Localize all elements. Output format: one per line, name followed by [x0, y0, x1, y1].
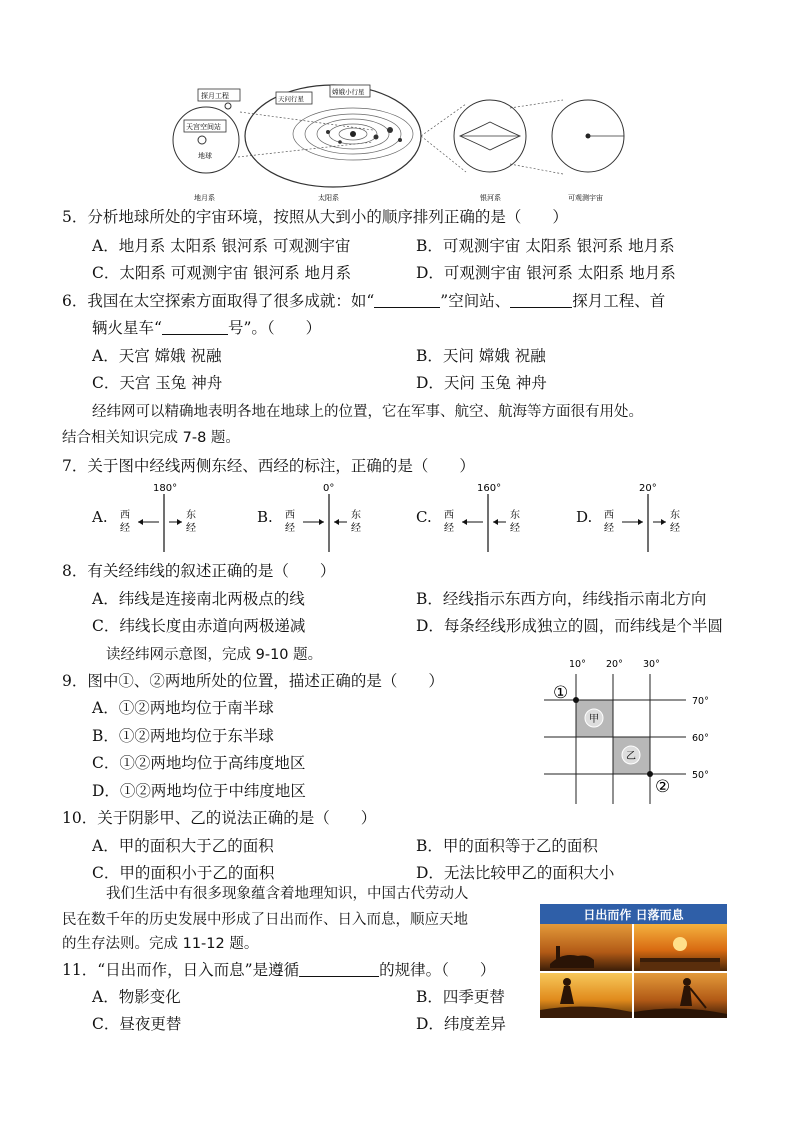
caption-galaxy: 银河系 [480, 194, 501, 202]
q7-b-degree: 0° [323, 483, 335, 494]
intro-11-12-line1: 我们生活中有很多现象蕴含着地理知识，中国古代劳动人 [106, 886, 469, 902]
q11-option-a[interactable]: A．物影变化 [92, 988, 181, 1006]
q11-stem-part2: 的规律。（ ） [379, 961, 496, 979]
q6-option-b[interactable]: B．天问 嫦娥 祝融 [416, 347, 546, 365]
q10-option-d[interactable]: D．无法比较甲乙的面积大小 [416, 864, 615, 882]
point-1-label: ① [553, 683, 569, 703]
intro-11-12-line2: 民在数千年的历史发展中形成了日出而作、日入而息，顺应天地 [62, 912, 468, 928]
q5-option-b[interactable]: B．可观测宇宙 太阳系 银河系 地月系 [416, 237, 675, 255]
q7-option-b-diagram [275, 480, 365, 554]
label-yi: 乙 [626, 751, 636, 762]
q6-blank-1[interactable] [374, 292, 440, 308]
q7-option-b-letter: B. [257, 508, 273, 526]
q8-option-d[interactable]: D．每条经线形成独立的圆，而纬线是个半圆 [416, 617, 723, 635]
svg-text:经: 经 [186, 523, 196, 534]
svg-text:东: 东 [186, 510, 196, 521]
q6-stem [62, 291, 665, 311]
svg-text:经: 经 [444, 523, 454, 534]
svg-text:东: 东 [351, 510, 361, 521]
q5-option-a[interactable]: A．地月系 太阳系 银河系 可观测宇宙 [92, 237, 351, 255]
svg-text:经: 经 [604, 523, 614, 534]
svg-text:西: 西 [285, 510, 295, 521]
svg-text:经: 经 [120, 523, 130, 534]
q5-stem: 5．分析地球所处的宇宙环境，按照从大到小的顺序排列正确的是（ ） [62, 208, 568, 226]
q9-option-a[interactable]: A．①②两地均位于南半球 [92, 699, 274, 717]
q11-stem-part1: 11．“日出而作，日入而息”是遵循 [62, 961, 300, 979]
lon-label-10: 10° [569, 659, 586, 670]
q6-blank-3[interactable] [162, 319, 228, 335]
svg-text:经: 经 [670, 523, 680, 534]
label-tiangong: 天宫空间站 [186, 123, 221, 131]
intro-11-12-line3: 的生存法则。完成 11-12 题。 [62, 936, 259, 952]
photo-panels [540, 924, 727, 1018]
earth-dot [198, 136, 206, 144]
q7-option-d-diagram [594, 480, 684, 554]
point-2-label: ② [655, 777, 671, 797]
q5-option-d[interactable]: D．可观测宇宙 银河系 太阳系 地月系 [416, 264, 676, 282]
solar-system-ellipse [245, 85, 421, 187]
q8-option-c[interactable]: C．纬线长度由赤道向两极递减 [92, 617, 306, 635]
q10-stem: 10．关于阴影甲、乙的说法正确的是（ ） [62, 809, 377, 827]
q9-stem: 9．图中①、②两地所处的位置，描述正确的是（ ） [62, 672, 444, 690]
q10-option-c[interactable]: C．甲的面积小于乙的面积 [92, 864, 275, 882]
q6-option-d[interactable]: D．天问 玉兔 神舟 [416, 374, 547, 392]
q7-option-a[interactable] [92, 480, 202, 554]
intro-7-8-line2: 结合相关知识完成 7-8 题。 [62, 430, 240, 446]
q7-option-c[interactable] [416, 480, 526, 554]
lat-label-60: 60° [692, 733, 709, 744]
svg-text:东: 东 [670, 510, 680, 521]
q6-blank-2[interactable] [510, 292, 572, 308]
lon-label-30: 30° [643, 659, 660, 670]
q7-d-degree: 20° [639, 483, 657, 494]
label-earth: 地球 [198, 152, 212, 160]
svg-text:西: 西 [604, 510, 614, 521]
svg-text:东: 东 [510, 510, 520, 521]
q6-stem-part1: 6．我国在太空探索方面取得了很多成就：如“ [62, 292, 375, 310]
caption-earth-moon: 地月系 [194, 194, 215, 202]
q6-stem-part2: ”空间站、 [440, 292, 511, 310]
q7-option-d[interactable] [576, 480, 686, 554]
lon-label-20: 20° [606, 659, 623, 670]
svg-text:西: 西 [120, 510, 130, 521]
caption-universe: 可观测宇宙 [568, 194, 603, 202]
q7-option-a-letter: A. [92, 508, 108, 526]
q9-option-b[interactable]: B．①②两地均位于东半球 [92, 727, 274, 745]
label-tianwen: 天问行星 [278, 95, 304, 103]
lat-label-50: 50° [692, 770, 709, 781]
q6-option-c[interactable]: C．天宫 玉兔 神舟 [92, 374, 223, 392]
q11-option-c[interactable]: C．昼夜更替 [92, 1015, 182, 1033]
q5-option-c[interactable]: C．太阳系 可观测宇宙 银河系 地月系 [92, 264, 352, 282]
q7-option-a-diagram [110, 480, 200, 554]
q8-option-a[interactable]: A．纬线是连接南北两极点的线 [92, 590, 305, 608]
q6-line2-part1: 辆火星车“ [92, 319, 162, 337]
q6-stem-part3: 探月工程、首 [572, 292, 666, 310]
svg-text:西: 西 [444, 510, 454, 521]
intro-9-10: 读经纬网示意图，完成 9-10 题。 [106, 647, 323, 663]
lat-label-70: 70° [692, 696, 709, 707]
q7-option-c-diagram [434, 480, 524, 554]
sunrise-sunset-photo [540, 904, 727, 1018]
q7-c-degree: 160° [477, 483, 502, 494]
q6-stem-line2 [92, 318, 321, 338]
q11-blank[interactable] [299, 961, 379, 977]
label-change: 嫦娥小行星 [332, 88, 365, 96]
q11-option-d[interactable]: D．纬度差异 [416, 1015, 506, 1033]
q7-option-c-letter: C. [416, 508, 432, 526]
q6-option-a[interactable]: A．天宫 嫦娥 祝融 [92, 347, 222, 365]
q9-option-d[interactable]: D．①②两地均位于中纬度地区 [92, 782, 306, 800]
caption-solar: 太阳系 [318, 194, 339, 202]
svg-text:经: 经 [510, 523, 520, 534]
q6-line2-part2: 号”。（ ） [227, 319, 322, 337]
q10-option-b[interactable]: B．甲的面积等于乙的面积 [416, 837, 598, 855]
label-tanyue: 探月工程 [201, 92, 229, 100]
point-2-dot [647, 771, 653, 777]
q8-stem: 8．有关经纬线的叙述正确的是（ ） [62, 562, 336, 580]
q8-option-b[interactable]: B．经线指示东西方向，纬线指示南北方向 [416, 590, 707, 608]
lat-lon-grid-figure [540, 654, 720, 808]
q9-option-c[interactable]: C．①②两地均位于高纬度地区 [92, 754, 306, 772]
q11-option-b[interactable]: B．四季更替 [416, 988, 505, 1006]
q7-stem: 7．关于图中经线两侧东经、西经的标注，正确的是（ ） [62, 457, 475, 475]
label-jia: 甲 [589, 714, 599, 725]
cosmos-diagram [168, 82, 628, 206]
q10-option-a[interactable]: A．甲的面积大于乙的面积 [92, 837, 274, 855]
q11-stem [62, 960, 495, 980]
moon-dot [225, 103, 231, 109]
intro-7-8-line1: 经纬网可以精确地表明各地在地球上的位置，它在军事、航空、航海等方面很有用处。 [92, 404, 643, 420]
photo-title: 日出而作 日落而息 [583, 908, 684, 922]
q7-option-d-letter: D. [576, 508, 593, 526]
q7-a-degree: 180° [153, 483, 178, 494]
q7-option-b[interactable] [257, 480, 367, 554]
point-1-dot [573, 697, 579, 703]
svg-text:经: 经 [351, 523, 361, 534]
svg-text:经: 经 [285, 523, 295, 534]
